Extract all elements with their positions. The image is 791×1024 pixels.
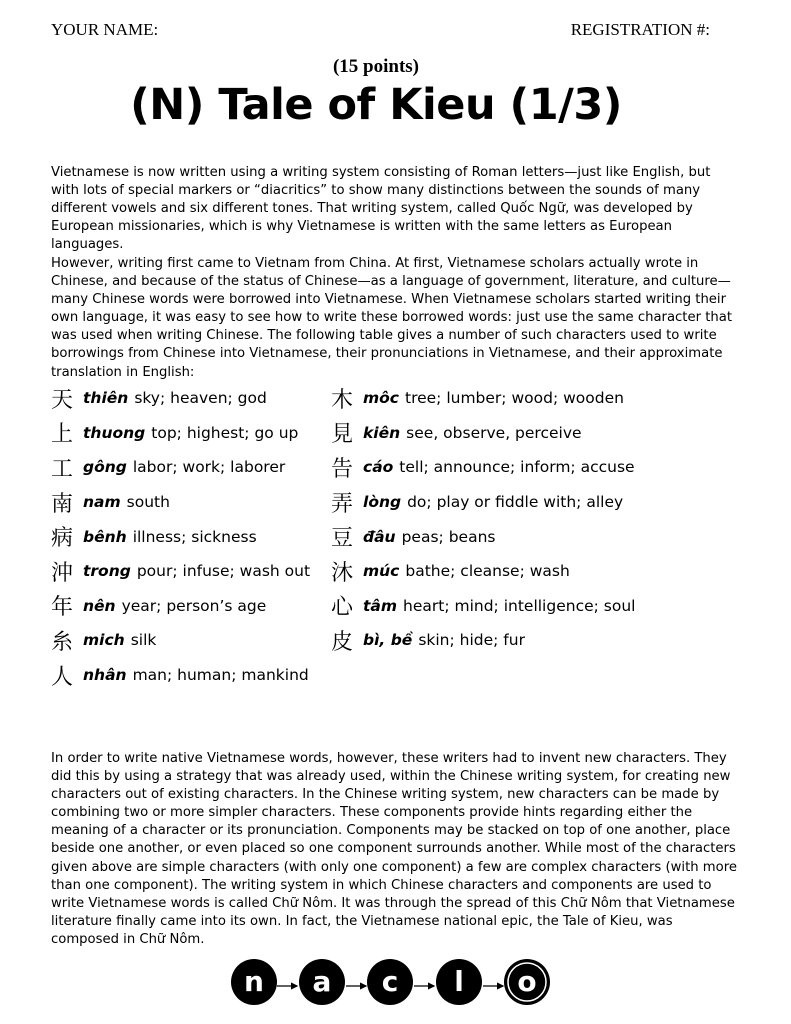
vocab-entry [51, 623, 310, 658]
logo-letter: l [454, 965, 464, 998]
registration-label: REGISTRATION #: [570, 20, 710, 39]
chinese-character: 病 [51, 526, 74, 552]
points-label: (15 points) [332, 56, 420, 77]
vietnamese-word: lòng [363, 493, 402, 512]
vocab-column-left [51, 381, 310, 692]
vietnamese-word: trong [83, 562, 131, 581]
chinese-character: 沖 [51, 560, 74, 586]
english-meaning: silk [130, 631, 157, 650]
vocab-entry [51, 658, 310, 693]
english-meaning: heart; mind; intelligence; soul [403, 596, 636, 615]
history-paragraph: However, writing first came to Vietnam from China. At first, Vietnamese scholars actually wrote in Chinese, and because of the status of Chinese—as a language of government, literature, and culture—many Chinese words were borrowed into Vietnamese. When Vietnamese scholars started writing their own language, it was easy to see how to write these borrowed words: just use the same character that was used when writing Chinese. The following table gives a number of such characters used to write borrowings from Chinese into Vietnamese, their pronunciations in Vietnamese, and their approximate translation in English: [51, 256, 732, 380]
english-meaning: tell; announce; inform; accuse [399, 458, 635, 477]
english-meaning: labor; work; laborer [132, 458, 286, 477]
vocab-entry [51, 485, 310, 520]
chinese-character: 南 [51, 491, 74, 517]
vietnamese-word: đâu [363, 527, 396, 546]
vietnamese-word: nhân [83, 666, 127, 685]
vocab-entry [51, 450, 310, 485]
english-meaning: top; highest; go up [151, 423, 299, 442]
english-meaning: see, observe, perceive [406, 423, 582, 442]
chinese-character: 工 [51, 456, 74, 482]
vocab-entry [331, 381, 635, 416]
vocab-entry [331, 519, 635, 554]
vocab-entry [331, 416, 635, 451]
vocab-entry [51, 519, 310, 554]
vietnamese-word: múc [363, 562, 400, 581]
chinese-character: 皮 [331, 629, 354, 655]
chinese-character: 年 [51, 595, 74, 621]
vocab-entry [331, 485, 635, 520]
english-meaning: tree; lumber; wood; wooden [405, 389, 624, 408]
vocab-entry [331, 450, 635, 485]
english-meaning: man; human; mankind [132, 666, 309, 685]
chinese-character: 沐 [331, 560, 354, 586]
chinese-character: 弄 [331, 491, 354, 517]
naclo-logo [229, 958, 559, 1008]
vietnamese-word: thiên [83, 389, 129, 408]
vietnamese-word: bì, bề [363, 631, 413, 650]
chinese-character: 告 [331, 456, 354, 482]
chinese-character: 天 [51, 387, 74, 413]
chinese-character: 上 [51, 422, 74, 448]
vocab-entry [51, 416, 310, 451]
vietnamese-word: gông [83, 458, 127, 477]
english-meaning: skin; hide; fur [418, 631, 525, 650]
vietnamese-word: tâm [363, 596, 398, 615]
page-title: (N) Tale of Kieu (1/3) [130, 80, 622, 130]
chinese-character: 心 [331, 595, 354, 621]
vietnamese-word: cáo [363, 458, 394, 477]
vocab-entry [331, 623, 635, 658]
chinese-character: 豆 [331, 526, 354, 552]
vietnamese-word: nam [83, 493, 121, 512]
logo-letter: n [244, 965, 264, 998]
english-meaning: bathe; cleanse; wash [405, 562, 570, 581]
vietnamese-word: mich [83, 631, 125, 650]
vietnamese-word: kiên [363, 423, 401, 442]
english-meaning: illness; sickness [132, 527, 257, 546]
vocab-entry [331, 589, 635, 624]
vietnamese-word: bênh [83, 527, 127, 546]
english-meaning: do; play or fiddle with; alley [407, 493, 624, 512]
logo-letter: c [381, 965, 399, 998]
logo-letter: a [312, 965, 332, 998]
chinese-character: 人 [51, 664, 74, 690]
english-meaning: south [126, 493, 170, 512]
vocab-column-right [331, 381, 635, 658]
english-meaning: year; person’s age [121, 596, 267, 615]
english-meaning: pour; infuse; wash out [136, 562, 311, 581]
chinese-character: 見 [331, 422, 354, 448]
vietnamese-word: môc [363, 389, 399, 408]
vocab-entry [51, 589, 310, 624]
intro-paragraph: Vietnamese is now written using a writing system consisting of Roman letters—just like English, but with lots of special markers or “diacritics” to show many distinctions between the sounds of many different vowels and six different tones. That writing system, called Quốc Ngữ, was developed by European missionaries, which is why Vietnamese is written with the same letters as European languages. [51, 165, 711, 253]
vietnamese-word: thuong [83, 423, 146, 442]
chinese-character: 糸 [51, 629, 74, 655]
vocab-entry [51, 381, 310, 416]
chu-nom-paragraph: In order to write native Vietnamese words, however, these writers had to invent new characters. They did this by using a strategy that was already used, within the Chinese writing system, for creating new characters out of existing characters. In the Chinese writing system, new characters can be made by combining two or more simpler characters. These components provide hints regarding either the meaning of a character or its pronunciation. Components may be stacked on top of one another, place beside one another, or even placed so one component surrounds another. While most of the characters given above are simple characters (with only one component) a few are complex characters (with more than one component). The writing system in which Chinese characters and components are used to write Vietnamese words is called Chữ Nôm. It was through the spread of this Chữ Nôm that Vietnamese literature finally came into its own. In fact, the Vietnamese national epic, the Tale of Kieu, was composed in Chữ Nôm. [51, 751, 737, 947]
chinese-character: 木 [331, 387, 354, 413]
logo-letter: o [517, 965, 537, 998]
english-meaning: sky; heaven; god [134, 389, 267, 408]
your-name-label: YOUR NAME: [51, 20, 159, 39]
english-meaning: peas; beans [401, 527, 496, 546]
vietnamese-word: nên [83, 596, 116, 615]
vocab-entry [51, 554, 310, 589]
vocab-entry [331, 554, 635, 589]
